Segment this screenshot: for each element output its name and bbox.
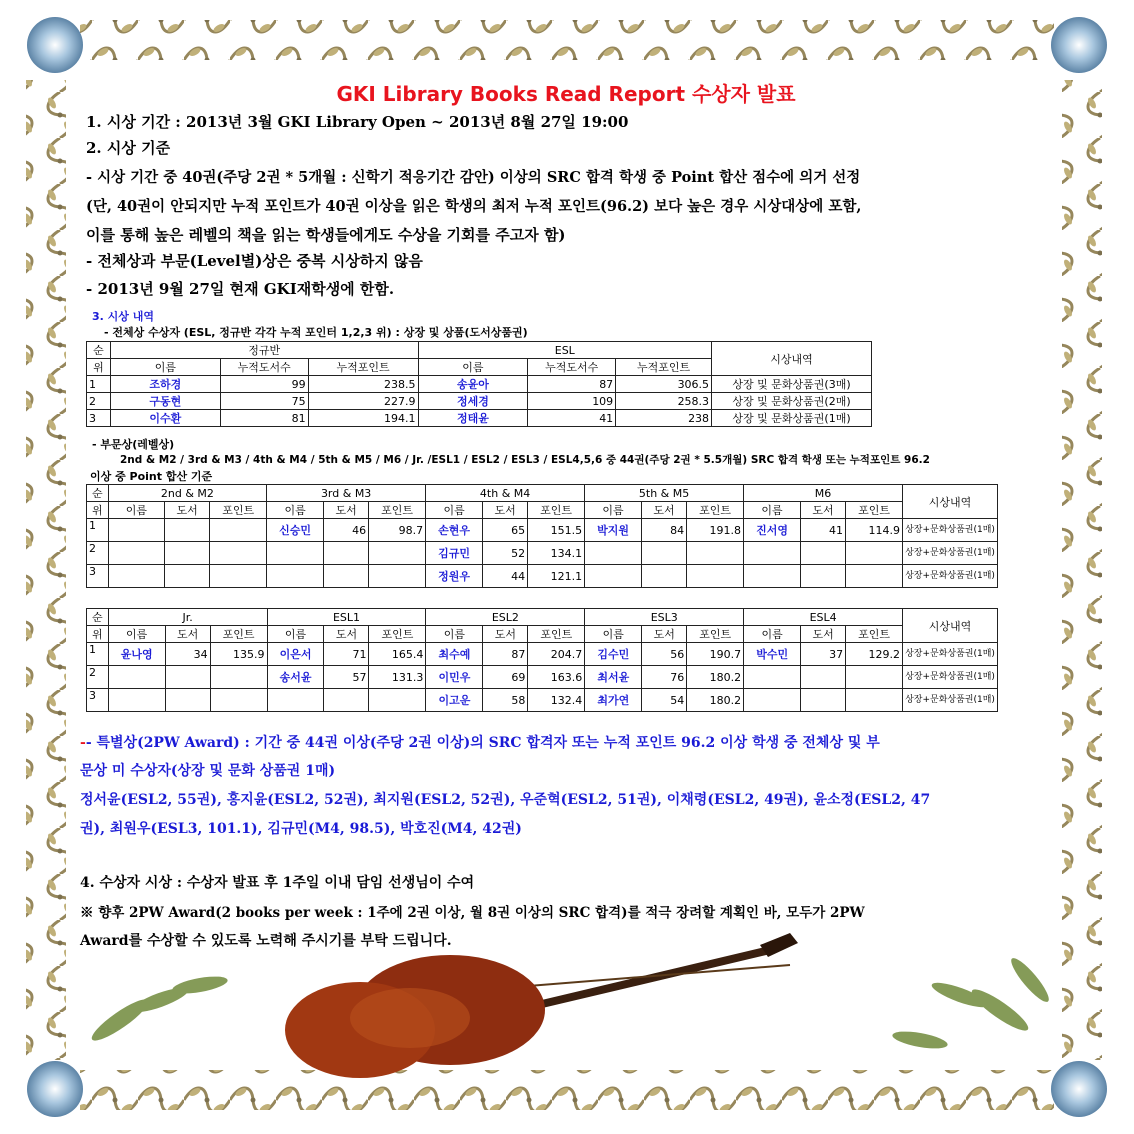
name-header: 이름 bbox=[585, 626, 642, 643]
points-cell bbox=[846, 689, 903, 712]
criteria-line-4: - 전체상과 부문(Level별)상은 중복 시상하지 않음 bbox=[86, 252, 423, 270]
rank-header-2: 위 bbox=[87, 359, 111, 376]
books-header: 도서 bbox=[165, 626, 210, 643]
points-cell bbox=[210, 565, 267, 588]
points-cell: 129.2 bbox=[846, 643, 903, 666]
books-cell: 109 bbox=[528, 393, 616, 410]
books-cell: 69 bbox=[483, 666, 528, 689]
points-cell bbox=[846, 666, 903, 689]
level-group-header: ESL3 bbox=[585, 609, 744, 626]
division-table-1 bbox=[86, 484, 998, 588]
books-header: 도서 bbox=[483, 502, 528, 519]
name-header: 이름 bbox=[744, 502, 801, 519]
books-cell: 44 bbox=[483, 565, 528, 588]
points-cell: 165.4 bbox=[369, 643, 426, 666]
level-group-header: 4th & M4 bbox=[426, 485, 585, 502]
name-cell bbox=[108, 542, 164, 565]
rank-cell: 2 bbox=[87, 393, 111, 410]
books-cell bbox=[642, 565, 687, 588]
table-row bbox=[87, 376, 872, 393]
points-cell: 194.1 bbox=[308, 410, 418, 427]
table-row bbox=[87, 643, 998, 666]
rank-cell: 3 bbox=[87, 689, 109, 712]
points-cell: 180.2 bbox=[687, 666, 744, 689]
name-header: 이름 bbox=[110, 359, 220, 376]
name-cell: 손현우 bbox=[426, 519, 483, 542]
name-cell: 조하경 bbox=[110, 376, 220, 393]
rank-cell: 2 bbox=[87, 666, 109, 689]
rank-cell: 1 bbox=[87, 376, 111, 393]
name-cell: 윤나영 bbox=[108, 643, 165, 666]
level-group-header: 5th & M5 bbox=[585, 485, 744, 502]
special-text: - 특별상(2PW Award) : 기간 중 44권 이상(주당 2권 이상)의 SRC 합격자 또는 누적 포인트 96.2 이상 학생 중 전체상 및 부 bbox=[85, 735, 880, 751]
name-cell: 최가연 bbox=[585, 689, 642, 712]
books-cell: 57 bbox=[324, 666, 369, 689]
regular-header: 정규반 bbox=[110, 342, 418, 359]
points-cell: 131.3 bbox=[369, 666, 426, 689]
name-cell: 이고운 bbox=[426, 689, 483, 712]
points-cell bbox=[369, 689, 426, 712]
name-cell bbox=[267, 689, 324, 712]
rank-cell: 1 bbox=[87, 643, 109, 666]
name-cell bbox=[267, 565, 324, 588]
books-header: 도서 bbox=[801, 626, 846, 643]
points-cell: 98.7 bbox=[369, 519, 426, 542]
books-header: 도서 bbox=[483, 626, 528, 643]
closing-line-2: ※ 향후 2PW Award(2 books per week : 1주에 2권 이상, 월 8권 이상의 SRC 합격)를 적극 장려할 계획인 바, 모두가 2PW bbox=[80, 905, 865, 921]
points-cell: 180.2 bbox=[687, 689, 744, 712]
points-header: 누적포인트 bbox=[308, 359, 418, 376]
period-line: 1. 시상 기간 : 2013년 3월 GKI Library Open ~ 2013년 8월 27일 19:00 bbox=[86, 113, 629, 131]
level-group-header: Jr. bbox=[108, 609, 267, 626]
books-cell: 84 bbox=[642, 519, 687, 542]
name-cell bbox=[108, 689, 165, 712]
books-cell: 87 bbox=[483, 643, 528, 666]
table-row bbox=[87, 519, 998, 542]
points-header: 포인트 bbox=[528, 502, 585, 519]
books-cell bbox=[165, 666, 210, 689]
points-cell: 121.1 bbox=[528, 565, 585, 588]
books-cell: 41 bbox=[528, 410, 616, 427]
books-header: 누적도서수 bbox=[528, 359, 616, 376]
books-cell bbox=[165, 565, 210, 588]
division-table-2 bbox=[86, 608, 998, 712]
overall-table bbox=[86, 341, 872, 427]
points-cell bbox=[687, 565, 744, 588]
level-group-header: 3rd & M3 bbox=[267, 485, 426, 502]
award-cell: 상장 및 문화상품권(2매) bbox=[712, 393, 872, 410]
award-cell: 상장+문화상품권(1매) bbox=[903, 689, 998, 712]
books-cell: 99 bbox=[220, 376, 308, 393]
books-cell: 58 bbox=[483, 689, 528, 712]
level-group-header: 2nd & M2 bbox=[108, 485, 266, 502]
points-header: 포인트 bbox=[846, 626, 903, 643]
books-header: 도서 bbox=[642, 626, 687, 643]
books-cell bbox=[801, 689, 846, 712]
name-cell bbox=[108, 565, 164, 588]
page-title: GKI Library Books Read Report 수상자 발표 bbox=[336, 82, 796, 106]
books-header: 도서 bbox=[642, 502, 687, 519]
division-desc-1: 2nd & M2 / 3rd & M3 / 4th & M4 / 5th & M5 / M6 / Jr. /ESL1 / ESL2 / ESL3 / ESL4,5,6 중 44권(주당 2권 * 5.5개월) SRC 합격 학생 또는 누적포인트 96.2 bbox=[120, 454, 930, 466]
level-group-header: ESL4 bbox=[744, 609, 903, 626]
name-cell: 정태윤 bbox=[418, 410, 528, 427]
name-cell: 진서영 bbox=[744, 519, 801, 542]
points-header: 포인트 bbox=[687, 502, 744, 519]
division-desc-2: 이상 중 Point 합산 기준 bbox=[90, 470, 213, 483]
criteria-line-2: (단, 40권이 안되지만 누적 포인트가 40권 이상을 읽은 학생의 최저 누적 포인트(96.2) 보다 높은 경우 시상대상에 포함, bbox=[86, 198, 862, 215]
points-header: 포인트 bbox=[528, 626, 585, 643]
books-cell: 56 bbox=[642, 643, 687, 666]
name-header: 이름 bbox=[426, 626, 483, 643]
name-cell bbox=[744, 666, 801, 689]
closing-line-1: 4. 수상자 시상 : 수상자 발표 후 1주일 이내 담임 선생님이 수여 bbox=[80, 875, 475, 891]
points-cell: 151.5 bbox=[528, 519, 585, 542]
table-row bbox=[87, 542, 998, 565]
name-header: 이름 bbox=[585, 502, 642, 519]
criteria-line-5: - 2013년 9월 27일 현재 GKI재학생에 한함. bbox=[86, 280, 395, 298]
points-cell bbox=[369, 542, 426, 565]
points-cell: 306.5 bbox=[616, 376, 712, 393]
points-cell bbox=[210, 689, 267, 712]
books-cell: 54 bbox=[642, 689, 687, 712]
name-cell: 신승민 bbox=[267, 519, 324, 542]
books-cell: 46 bbox=[324, 519, 369, 542]
books-cell bbox=[801, 666, 846, 689]
name-cell: 이수환 bbox=[110, 410, 220, 427]
books-cell: 76 bbox=[642, 666, 687, 689]
books-cell bbox=[324, 565, 369, 588]
books-cell bbox=[324, 689, 369, 712]
name-header: 이름 bbox=[108, 626, 165, 643]
books-cell: 41 bbox=[801, 519, 846, 542]
name-cell bbox=[744, 689, 801, 712]
rank-cell: 1 bbox=[87, 519, 109, 542]
points-cell: 114.9 bbox=[846, 519, 903, 542]
name-cell: 송윤아 bbox=[418, 376, 528, 393]
special-line-1: -- 특별상(2PW Award) : 기간 중 44권 이상(주당 2권 이상)의 SRC 합격자 또는 누적 포인트 96.2 이상 학생 중 전체상 및 부 bbox=[80, 735, 880, 751]
name-header: 이름 bbox=[744, 626, 801, 643]
books-cell: 81 bbox=[220, 410, 308, 427]
points-header: 포인트 bbox=[846, 502, 903, 519]
rank-cell: 3 bbox=[87, 565, 109, 588]
award-header: 시상내역 bbox=[903, 609, 998, 643]
name-cell: 정세경 bbox=[418, 393, 528, 410]
name-cell bbox=[585, 542, 642, 565]
name-header: 이름 bbox=[426, 502, 483, 519]
name-cell bbox=[744, 542, 801, 565]
name-cell: 박지원 bbox=[585, 519, 642, 542]
points-cell bbox=[687, 542, 744, 565]
name-header: 이름 bbox=[108, 502, 164, 519]
points-cell: 204.7 bbox=[528, 643, 585, 666]
name-header: 이름 bbox=[267, 502, 324, 519]
name-cell bbox=[267, 542, 324, 565]
points-cell bbox=[210, 519, 267, 542]
award-cell: 상장 및 문화상품권(1매) bbox=[712, 410, 872, 427]
books-cell bbox=[801, 542, 846, 565]
books-header: 도서 bbox=[324, 626, 369, 643]
name-cell: 이민우 bbox=[426, 666, 483, 689]
closing-line-3: Award를 수상할 수 있도록 노력해 주시기를 부탁 드립니다. bbox=[80, 933, 452, 949]
award-cell: 상장+문화상품권(1매) bbox=[903, 666, 998, 689]
points-cell: 191.8 bbox=[687, 519, 744, 542]
books-header: 도서 bbox=[801, 502, 846, 519]
points-header: 포인트 bbox=[369, 502, 426, 519]
table-row bbox=[87, 393, 872, 410]
cello-icon bbox=[285, 933, 798, 1078]
books-header: 도서 bbox=[165, 502, 210, 519]
books-cell: 65 bbox=[483, 519, 528, 542]
points-cell: 132.4 bbox=[528, 689, 585, 712]
books-cell: 75 bbox=[220, 393, 308, 410]
rank-header: 순 bbox=[87, 609, 109, 626]
name-cell: 최서윤 bbox=[585, 666, 642, 689]
table-row bbox=[87, 666, 998, 689]
rank-header: 순 bbox=[87, 342, 111, 359]
books-cell bbox=[801, 565, 846, 588]
name-cell bbox=[585, 565, 642, 588]
points-cell bbox=[210, 542, 267, 565]
name-header: 이름 bbox=[418, 359, 528, 376]
points-header: 포인트 bbox=[369, 626, 426, 643]
criteria-heading: 2. 시상 기준 bbox=[86, 139, 171, 157]
points-cell: 163.6 bbox=[528, 666, 585, 689]
points-cell bbox=[846, 542, 903, 565]
points-cell bbox=[210, 666, 267, 689]
points-cell: 258.3 bbox=[616, 393, 712, 410]
points-header: 포인트 bbox=[210, 502, 267, 519]
name-cell: 김규민 bbox=[426, 542, 483, 565]
criteria-line-1: - 시상 기간 중 40권(주당 2권 * 5개월 : 신학기 적응기간 감안) 이상의 SRC 합격 학생 중 Point 합산 점수에 의거 선정 bbox=[86, 169, 861, 186]
esl-header: ESL bbox=[418, 342, 712, 359]
books-cell bbox=[642, 542, 687, 565]
special-line-4: 권), 최원우(ESL3, 101.1), 김규민(M4, 98.5), 박호진(M4, 42권) bbox=[80, 821, 522, 837]
books-cell: 37 bbox=[801, 643, 846, 666]
rank-cell: 2 bbox=[87, 542, 109, 565]
leaves-icon bbox=[88, 954, 1054, 1052]
points-cell: 134.1 bbox=[528, 542, 585, 565]
points-cell bbox=[369, 565, 426, 588]
overall-caption: - 전체상 수상자 (ESL, 정규반 각각 누적 포인터 1,2,3 위) : 상장 및 상품(도서상품권) bbox=[104, 326, 528, 339]
books-cell: 87 bbox=[528, 376, 616, 393]
books-cell bbox=[165, 542, 210, 565]
table-row bbox=[87, 410, 872, 427]
rank-header-2: 위 bbox=[87, 626, 109, 643]
books-cell bbox=[165, 689, 210, 712]
books-cell bbox=[165, 519, 210, 542]
award-cell: 상장+문화상품권(1매) bbox=[903, 519, 998, 542]
books-header: 도서 bbox=[324, 502, 369, 519]
level-group-header: M6 bbox=[744, 485, 903, 502]
points-cell: 135.9 bbox=[210, 643, 267, 666]
table-row bbox=[87, 565, 998, 588]
division-caption: - 부문상(레벨상) bbox=[92, 438, 175, 451]
special-line-3: 정서윤(ESL2, 55권), 홍지윤(ESL2, 52권), 최지원(ESL2, 52권), 우준혁(ESL2, 51권), 이채령(ESL2, 49권), 윤소정(ESL2, 47 bbox=[80, 792, 931, 808]
name-cell: 구동현 bbox=[110, 393, 220, 410]
name-cell: 최수예 bbox=[426, 643, 483, 666]
name-cell: 정원우 bbox=[426, 565, 483, 588]
points-cell bbox=[846, 565, 903, 588]
award-cell: 상장 및 문화상품권(3매) bbox=[712, 376, 872, 393]
books-cell: 52 bbox=[483, 542, 528, 565]
points-header: 누적포인트 bbox=[616, 359, 712, 376]
rank-cell: 3 bbox=[87, 410, 111, 427]
special-line-2: 문상 미 수상자(상장 및 문화 상품권 1매) bbox=[80, 763, 336, 779]
award-cell: 상장+문화상품권(1매) bbox=[903, 565, 998, 588]
name-header: 이름 bbox=[267, 626, 324, 643]
books-header: 누적도서수 bbox=[220, 359, 308, 376]
points-cell: 238 bbox=[616, 410, 712, 427]
points-header: 포인트 bbox=[687, 626, 744, 643]
criteria-line-3: 이를 통해 높은 레벨의 책을 읽는 학생들에게도 수상을 기회를 주고자 함) bbox=[86, 226, 566, 244]
name-cell: 송서윤 bbox=[267, 666, 324, 689]
name-cell bbox=[108, 519, 164, 542]
name-cell: 이은서 bbox=[267, 643, 324, 666]
award-cell: 상장+문화상품권(1매) bbox=[903, 542, 998, 565]
award-header: 시상내역 bbox=[712, 342, 872, 376]
points-cell: 227.9 bbox=[308, 393, 418, 410]
points-cell: 238.5 bbox=[308, 376, 418, 393]
points-cell: 190.7 bbox=[687, 643, 744, 666]
books-cell: 34 bbox=[165, 643, 210, 666]
award-cell: 상장+문화상품권(1매) bbox=[903, 643, 998, 666]
name-cell: 김수민 bbox=[585, 643, 642, 666]
points-header: 포인트 bbox=[210, 626, 267, 643]
table-row bbox=[87, 689, 998, 712]
name-cell: 박수민 bbox=[744, 643, 801, 666]
section3-heading: 3. 시상 내역 bbox=[92, 310, 154, 323]
books-cell: 71 bbox=[324, 643, 369, 666]
rank-header-2: 위 bbox=[87, 502, 109, 519]
books-cell bbox=[324, 542, 369, 565]
rank-header: 순 bbox=[87, 485, 109, 502]
level-group-header: ESL1 bbox=[267, 609, 426, 626]
level-group-header: ESL2 bbox=[426, 609, 585, 626]
name-cell bbox=[744, 565, 801, 588]
award-header: 시상내역 bbox=[903, 485, 998, 519]
name-cell bbox=[108, 666, 165, 689]
